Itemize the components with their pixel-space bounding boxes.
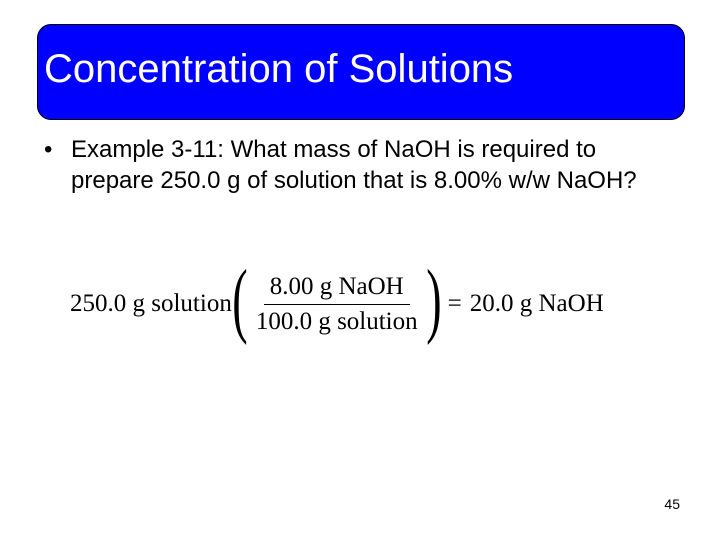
equation-result: 20.0 g NaOH	[469, 290, 604, 317]
fraction-numerator: 8.00 g NaOH	[264, 273, 410, 305]
bullet-text: Example 3-11: What mass of NaOH is required to prepare 250.0 g of solution that is 8.00% w/w NaOH?	[71, 136, 637, 194]
title-bar	[37, 24, 685, 120]
close-paren: )	[425, 253, 442, 346]
equation	[70, 253, 604, 349]
slide-title: Concentration of Solutions	[44, 47, 514, 91]
page-number: 45	[664, 496, 680, 512]
bullet-icon: •	[44, 136, 53, 163]
equals-sign: =	[447, 290, 462, 317]
fraction-denominator: 100.0 g solution	[255, 307, 418, 335]
equation-fraction	[250, 273, 424, 336]
bullet-item	[44, 134, 684, 196]
equation-left-term: 250.0 g solution	[70, 290, 232, 317]
open-paren: (	[232, 253, 248, 346]
